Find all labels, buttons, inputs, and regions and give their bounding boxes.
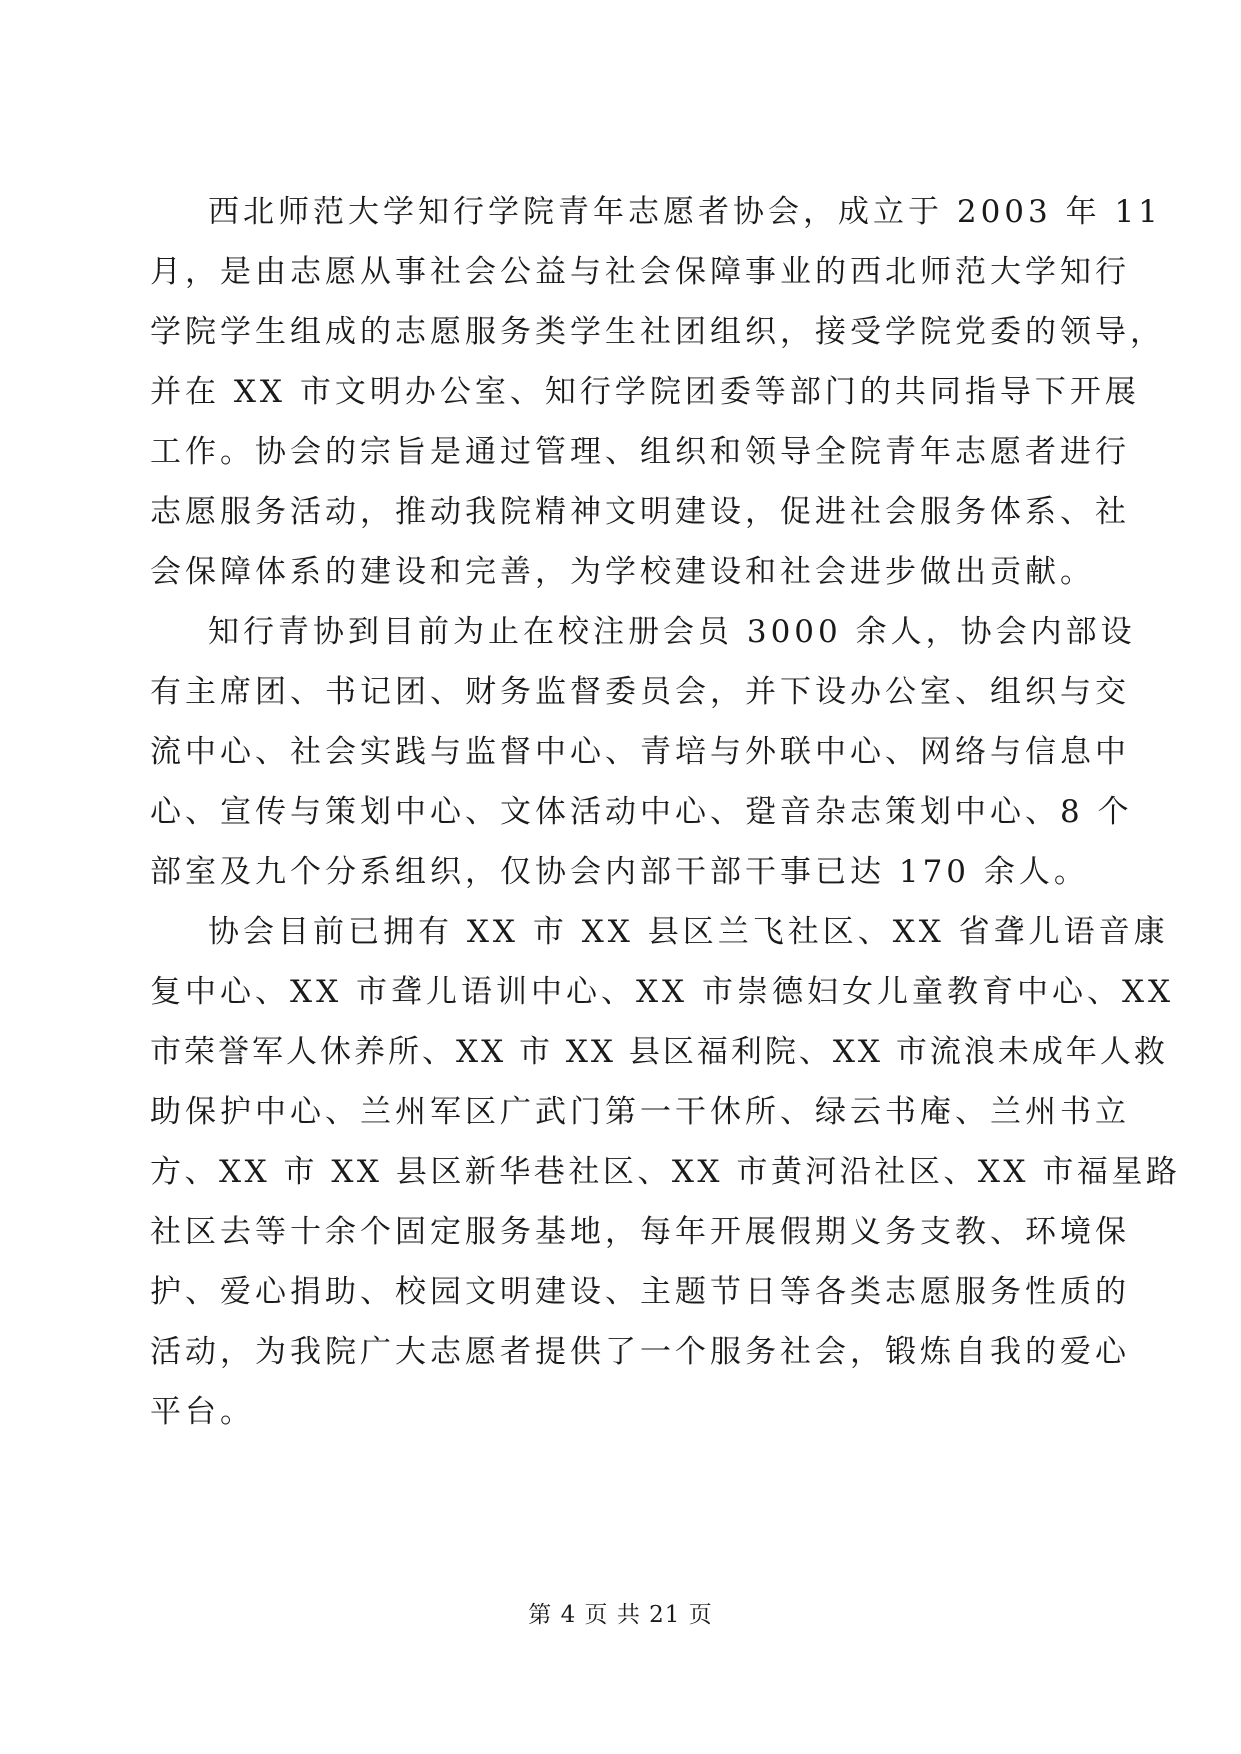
paragraph-2-line-2: 有主席团、书记团、财务监督委员会，并下设办公室、组织与交 — [150, 674, 1130, 710]
paragraph-3-line-7: 护、爱心捐助、校园文明建设、主题节日等各类志愿服务性质的 — [150, 1274, 1130, 1310]
paragraph-2-line-3: 流中心、社会实践与监督中心、青培与外联中心、网络与信息中 — [150, 734, 1130, 770]
paragraph-1-line-4: 并在 XX 市文明办公室、知行学院团委等部门的共同指导下开展 — [150, 374, 1140, 410]
paragraph-1-line-1: 西北师范大学知行学院青年志愿者协会，成立于 2003 年 11 — [208, 194, 1162, 230]
paragraph-3-line-2: 复中心、XX 市聋儿语训中心、XX 市崇德妇女儿童教育中心、XX — [150, 974, 1175, 1010]
paragraph-3-line-8: 活动，为我院广大志愿者提供了一个服务社会，锻炼自我的爱心 — [150, 1334, 1130, 1370]
paragraph-1-line-5: 工作。协会的宗旨是通过管理、组织和领导全院青年志愿者进行 — [150, 434, 1130, 470]
paragraph-3-line-6: 社区去等十余个固定服务基地，每年开展假期义务支教、环境保 — [150, 1214, 1130, 1250]
paragraph-2-line-5: 部室及九个分系组织，仅协会内部干部干事已达 170 余人。 — [150, 854, 1089, 890]
paragraph-3-line-3: 市荣誉军人休养所、XX 市 XX 县区福利院、XX 市流浪未成年人救 — [150, 1034, 1168, 1070]
paragraph-2-line-4: 心、宣传与策划中心、文体活动中心、跫音杂志策划中心、8 个 — [150, 794, 1133, 830]
paragraph-1-line-2: 月，是由志愿从事社会公益与社会保障事业的西北师范大学知行 — [150, 254, 1130, 290]
paragraph-3-line-5: 方、XX 市 XX 县区新华巷社区、XX 市黄河沿社区、XX 市福星路 — [150, 1154, 1181, 1190]
paragraph-1-line-7: 会保障体系的建设和完善，为学校建设和社会进步做出贡献。 — [150, 554, 1095, 590]
paragraph-1-line-3: 学院学生组成的志愿服务类学生社团组织，接受学院党委的领导， — [150, 314, 1165, 350]
paragraph-3-line-1: 协会目前已拥有 XX 市 XX 县区兰飞社区、XX 省聋儿语音康 — [208, 914, 1169, 950]
paragraph-1-line-6: 志愿服务活动，推动我院精神文明建设，促进社会服务体系、社 — [150, 494, 1130, 530]
paragraph-3-line-9: 平台。 — [150, 1394, 255, 1430]
paragraph-3-line-4: 助保护中心、兰州军区广武门第一干休所、绿云书庵、兰州书立 — [150, 1094, 1130, 1130]
paragraph-2-line-1: 知行青协到目前为止在校注册会员 3000 余人，协会内部设 — [208, 614, 1136, 650]
page-number-footer: 第 4 页 共 21 页 — [528, 1602, 713, 1628]
